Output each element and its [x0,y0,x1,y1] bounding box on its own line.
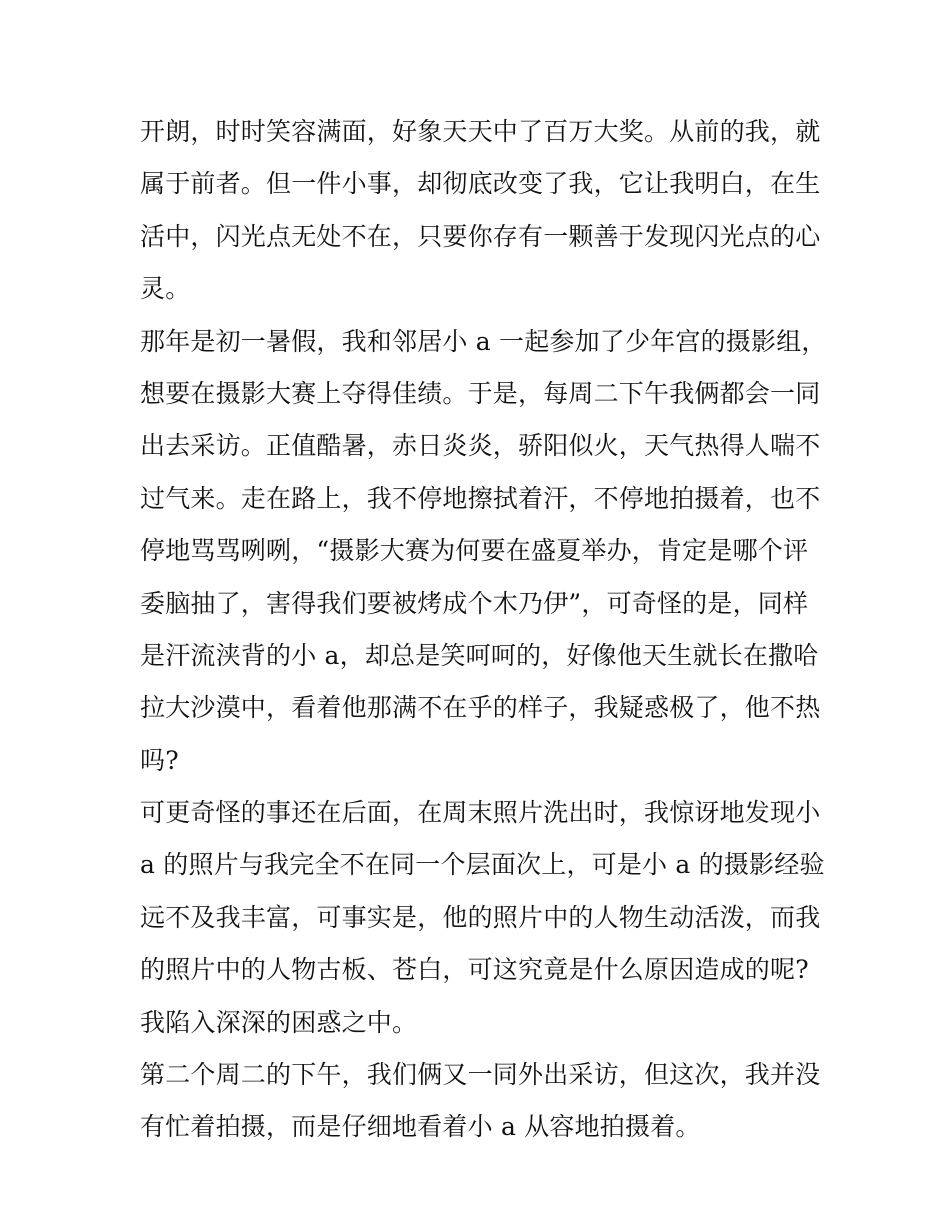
text-line: 可更奇怪的事还在后面，在周末照片洗出时，我惊讶地发现小 [140,798,821,828]
text-line: 是汗流浃背的小 a，却总是笑呵呵的，好像他天生就长在撒哈 [140,640,819,670]
text-line: 想要在摄影大赛上夺得佳绩。于是，每周二下午我俩都会一同 [140,378,821,408]
text-line: 委脑抽了，害得我们要被烤成个木乃伊”，可奇怪的是，同样 [140,588,809,618]
text-line: 停地骂骂咧咧，“摄影大赛为何要在盛夏举办，肯定是哪个评 [140,536,809,566]
text-line: 远不及我丰富，可事实是，他的照片中的人物生动活泼，而我 [140,902,821,932]
text-line: 我陷入深深的困惑之中。 [140,1007,418,1037]
text-line: 那年是初一暑假，我和邻居小 a 一起参加了少年宫的摄影组， [140,326,827,356]
text-line: 灵。 [140,274,191,304]
text-line: 拉大沙漠中，看着他那满不在乎的样子，我疑惑极了，他不热 [140,693,821,723]
text-line: 有忙着拍摄，而是仔细地看着小 a 从容地拍摄着。 [140,1112,701,1142]
text-line: 开朗，时时笑容满面，好象天天中了百万大奖。从前的我，就 [140,117,821,146]
text-line: 出去采访。正值酷暑，赤日炎炎，骄阳似火，天气热得人喘不 [140,431,821,461]
text-line: 过气来。走在路上，我不停地擦拭着汗，不停地拍摄着，也不 [140,483,821,513]
body-text [140,106,827,1154]
text-line: 的照片中的人物古板、苍白，可这究竟是什么原因造成的呢? [140,955,809,985]
text-line: 吗? [140,745,179,775]
text-line: a 的照片与我完全不在同一个层面次上，可是小 a 的摄影经验 [140,850,825,880]
text-line: 第二个周二的下午，我们俩又一同外出采访，但这次，我并没 [140,1060,821,1090]
text-line: 活中，闪光点无处不在，只要你存有一颗善于发现闪光点的心 [140,221,821,251]
text-line: 属于前者。但一件小事，却彻底改变了我，它让我明白，在生 [140,169,821,199]
